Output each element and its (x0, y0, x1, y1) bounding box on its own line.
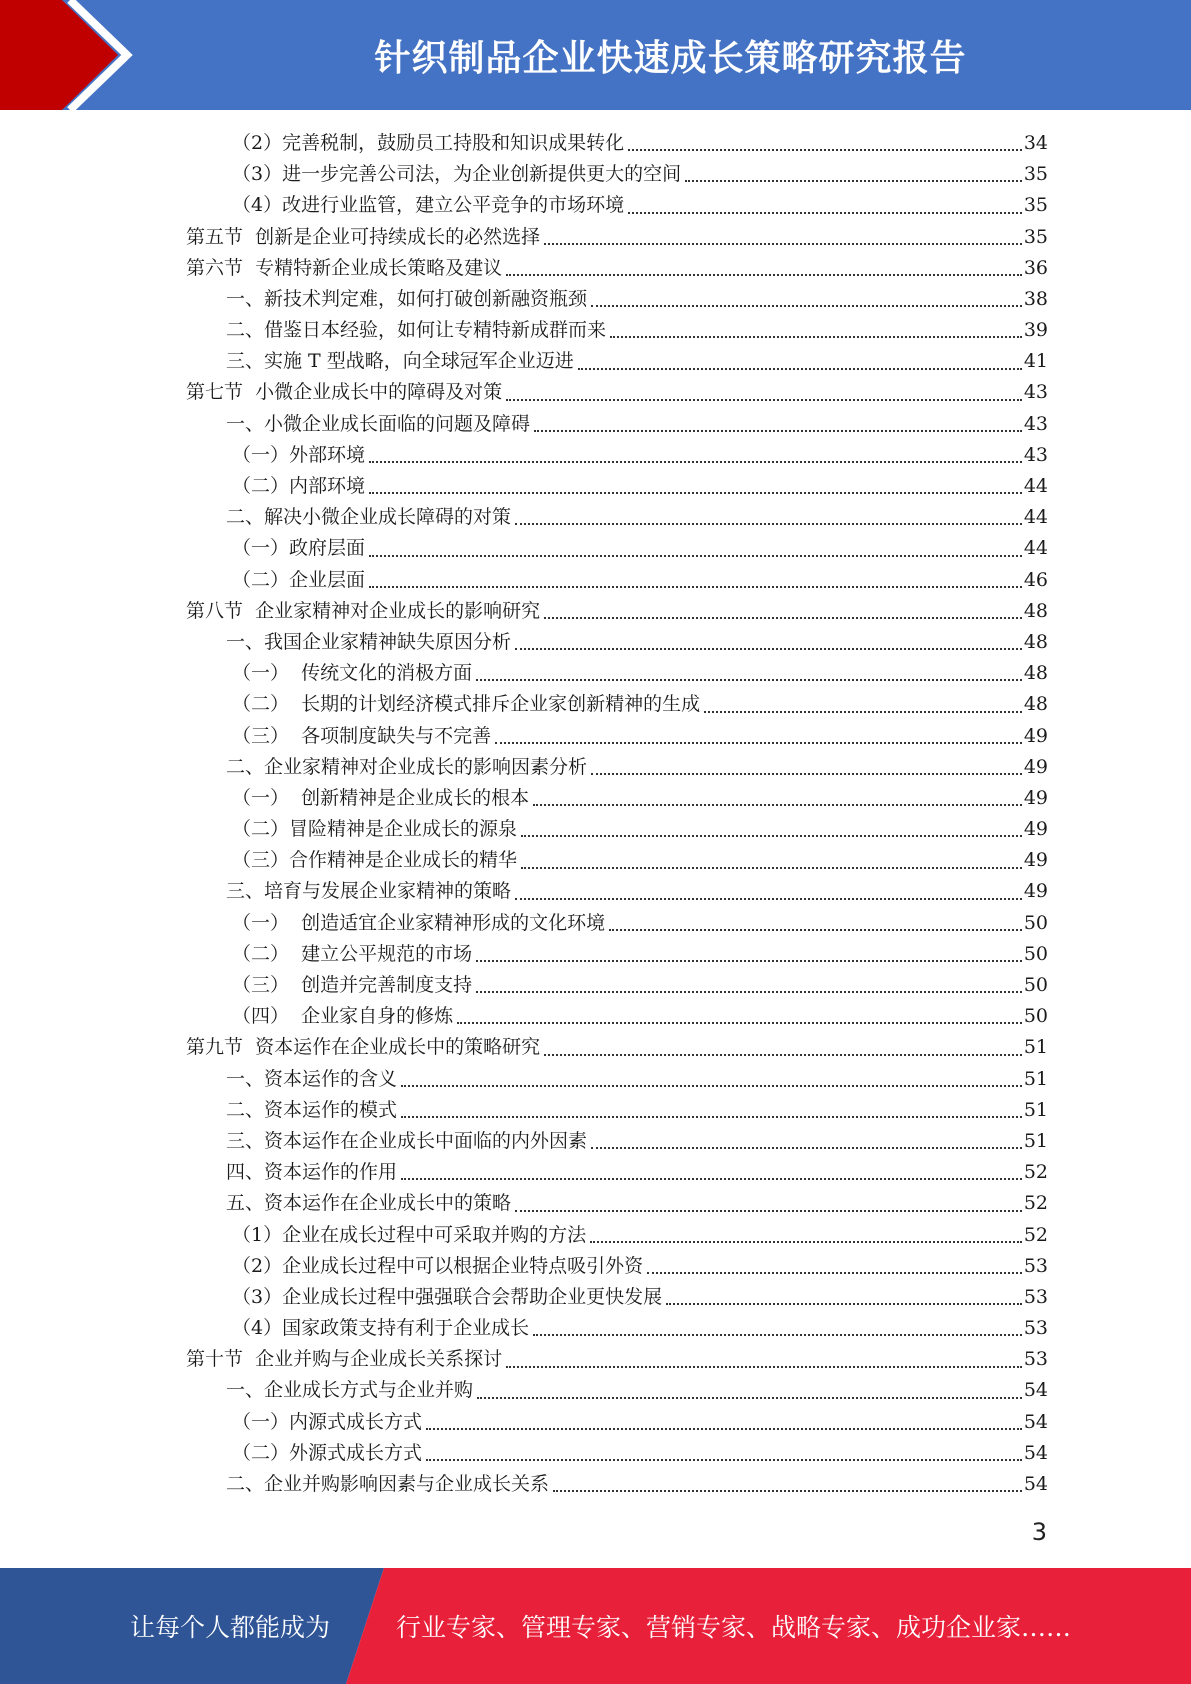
toc-dot-leader (533, 1334, 1022, 1336)
toc-entry[interactable] (186, 533, 1048, 564)
toc-entry-page: 48 (1023, 599, 1048, 622)
toc-entry-title: 五、资本运作在企业成长中的策略 (226, 1192, 512, 1215)
toc-entry-page: 43 (1023, 381, 1048, 404)
toc-entry[interactable] (186, 1001, 1048, 1032)
toc-entry[interactable] (186, 253, 1048, 284)
toc-entry-title: 二、资本运作的模式 (226, 1098, 398, 1121)
toc-entry-title: 第五节 创新是企业可持续成长的必然选择 (186, 225, 541, 248)
toc-entry-title: （三） 创造并完善制度支持 (232, 974, 473, 997)
toc-entry-page: 34 (1023, 131, 1048, 154)
toc-entry[interactable] (186, 1157, 1048, 1188)
toc-entry-title: 一、资本运作的含义 (226, 1067, 398, 1090)
toc-dot-leader (610, 336, 1022, 338)
toc-entry-title: （二）冒险精神是企业成长的源泉 (232, 818, 518, 841)
toc-entry[interactable] (186, 845, 1048, 876)
toc-entry-title: （2）完善税制，鼓励员工持股和知识成果转化 (232, 131, 625, 154)
toc-dot-leader (369, 555, 1022, 557)
page-number: 3 (1031, 1518, 1047, 1546)
toc-entry-page: 48 (1023, 662, 1048, 685)
toc-entry-title: （二）内部环境 (232, 475, 366, 498)
toc-entry-title: 第六节 专精特新企业成长策略及建议 (186, 256, 503, 279)
toc-entry-title: （4）改进行业监管，建立公平竞争的市场环境 (232, 194, 625, 217)
toc-entry-page: 53 (1023, 1317, 1048, 1340)
toc-entry-title: 第八节 企业家精神对企业成长的影响研究 (186, 599, 541, 622)
toc-dot-leader (628, 149, 1022, 151)
toc-entry-page: 36 (1023, 256, 1048, 279)
toc-dot-leader (426, 1428, 1022, 1430)
toc-dot-leader (506, 274, 1022, 276)
toc-entry-page: 54 (1023, 1379, 1048, 1402)
toc-entry[interactable] (186, 222, 1048, 253)
toc-entry-title: （三）合作精神是企业成长的精华 (232, 849, 518, 872)
toc-entry-title: （2）企业成长过程中可以根据企业特点吸引外资 (232, 1254, 644, 1277)
toc-dot-leader (544, 243, 1022, 245)
toc-entry-title: （三） 各项制度缺失与不完善 (232, 724, 492, 747)
toc-dot-leader (591, 305, 1022, 307)
toc-entry-title: 三、资本运作在企业成长中面临的内外因素 (226, 1129, 588, 1152)
toc-entry-page: 49 (1023, 786, 1048, 809)
toc-entry-title: （二） 长期的计划经济模式排斥企业家创新精神的生成 (232, 693, 701, 716)
toc-entry-title: （4）国家政策支持有利于企业成长 (232, 1317, 530, 1340)
footer-slogan-right: 行业专家、管理专家、营销专家、战略专家、成功企业家…… (396, 1613, 1072, 1642)
header-chevron-icon (0, 0, 160, 110)
toc-entry[interactable] (186, 1095, 1048, 1126)
toc-entry[interactable] (186, 877, 1048, 908)
toc-entry-page: 50 (1023, 1005, 1048, 1028)
toc-entry-page: 44 (1023, 537, 1048, 560)
toc-entry-title: （一） 创造适宜企业家精神形成的文化环境 (232, 911, 606, 934)
toc-entry-page: 52 (1023, 1223, 1048, 1246)
toc-entry-page: 43 (1023, 443, 1048, 466)
toc-dot-leader (590, 1241, 1022, 1243)
toc-entry[interactable] (186, 1220, 1048, 1251)
toc-entry-page: 38 (1023, 287, 1048, 310)
toc-dot-leader (369, 461, 1022, 463)
toc-entry[interactable] (186, 159, 1048, 190)
toc-dot-leader (591, 773, 1022, 775)
toc-entry-title: （二） 建立公平规范的市场 (232, 942, 473, 965)
toc-dot-leader (477, 1397, 1022, 1399)
toc-entry-page: 44 (1023, 475, 1048, 498)
toc-dot-leader (533, 804, 1022, 806)
toc-entry-page: 50 (1023, 942, 1048, 965)
toc-dot-leader (628, 212, 1022, 214)
toc-dot-leader (704, 711, 1022, 713)
toc-entry[interactable] (186, 346, 1048, 377)
toc-entry-page: 46 (1023, 568, 1048, 591)
toc-entry[interactable] (186, 596, 1048, 627)
toc-entry[interactable] (186, 658, 1048, 689)
toc-entry-page: 48 (1023, 630, 1048, 653)
toc-entry-page: 51 (1023, 1129, 1048, 1152)
toc-entry-page: 41 (1023, 350, 1048, 373)
toc-dot-leader (515, 898, 1022, 900)
toc-entry[interactable] (186, 689, 1048, 720)
toc-dot-leader (426, 1459, 1022, 1461)
toc-entry-page: 52 (1023, 1161, 1048, 1184)
toc-entry-page: 35 (1023, 163, 1048, 186)
toc-entry-title: 二、借鉴日本经验，如何让专精特新成群而来 (226, 319, 607, 342)
toc-entry-title: 三、实施 T 型战略，向全球冠军企业迈进 (226, 350, 574, 373)
toc-entry[interactable] (186, 1064, 1048, 1095)
toc-entry[interactable] (186, 502, 1048, 533)
toc-entry[interactable] (186, 1376, 1048, 1407)
toc-entry[interactable] (186, 1469, 1048, 1500)
toc-entry-page: 54 (1023, 1441, 1048, 1464)
toc-dot-leader (666, 1303, 1022, 1305)
toc-dot-leader (609, 929, 1022, 931)
toc-entry[interactable] (186, 1032, 1048, 1063)
toc-entry-title: 第十节 企业并购与企业成长关系探讨 (186, 1348, 503, 1371)
toc-entry[interactable] (186, 440, 1048, 471)
toc-entry-page: 49 (1023, 818, 1048, 841)
toc-entry[interactable] (186, 1344, 1048, 1375)
toc-entry-title: 二、企业家精神对企业成长的影响因素分析 (226, 755, 588, 778)
toc-dot-leader (521, 867, 1022, 869)
toc-entry[interactable] (186, 1313, 1048, 1344)
toc-entry-title: （一）外部环境 (232, 443, 366, 466)
toc-dot-leader (647, 1272, 1022, 1274)
toc-entry-page: 51 (1023, 1098, 1048, 1121)
toc-entry-title: 第九节 资本运作在企业成长中的策略研究 (186, 1036, 541, 1059)
toc-dot-leader (369, 492, 1022, 494)
toc-entry-title: （二）企业层面 (232, 568, 366, 591)
document-title: 针织制品企业快速成长策略研究报告 (374, 37, 967, 79)
footer-bar (0, 1568, 1191, 1684)
toc-entry-title: 一、我国企业家精神缺失原因分析 (226, 630, 512, 653)
toc-entry[interactable] (186, 471, 1048, 502)
toc-dot-leader (495, 742, 1022, 744)
toc-entry[interactable] (186, 1282, 1048, 1313)
toc-entry-title: 四、资本运作的作用 (226, 1161, 398, 1184)
toc-dot-leader (544, 617, 1022, 619)
toc-entry[interactable] (186, 970, 1048, 1001)
toc-dot-leader (401, 1116, 1022, 1118)
toc-entry[interactable] (186, 1407, 1048, 1438)
toc-entry-title: （一） 创新精神是企业成长的根本 (232, 786, 530, 809)
footer-slogan-left: 让每个人都能成为 (129, 1613, 330, 1642)
toc-entry-page: 35 (1023, 225, 1048, 248)
toc-dot-leader (534, 430, 1022, 432)
toc-entry-page: 53 (1023, 1348, 1048, 1371)
toc-entry[interactable] (186, 783, 1048, 814)
toc-entry[interactable] (186, 1251, 1048, 1282)
toc-entry-title: 一、企业成长方式与企业并购 (226, 1379, 474, 1402)
toc-dot-leader (476, 960, 1022, 962)
toc-entry-page: 53 (1023, 1254, 1048, 1277)
toc-entry-title: （3）进一步完善公司法，为企业创新提供更大的空间 (232, 163, 682, 186)
toc-entry-page: 52 (1023, 1192, 1048, 1215)
toc-entry-title: 二、企业并购影响因素与企业成长关系 (226, 1473, 550, 1496)
toc-entry-title: 三、培育与发展企业家精神的策略 (226, 880, 512, 903)
toc-entry-page: 53 (1023, 1285, 1048, 1308)
toc-entry-title: （3）企业成长过程中强强联合会帮助企业更快发展 (232, 1285, 663, 1308)
toc-entry-title: 二、解决小微企业成长障碍的对策 (226, 506, 512, 529)
toc-dot-leader (476, 679, 1022, 681)
toc-dot-leader (521, 835, 1022, 837)
toc-entry-page: 50 (1023, 911, 1048, 934)
toc-entry[interactable] (186, 284, 1048, 315)
toc-dot-leader (515, 523, 1022, 525)
toc-entry-page: 51 (1023, 1036, 1048, 1059)
toc-entry-page: 49 (1023, 849, 1048, 872)
toc-dot-leader (476, 991, 1022, 993)
toc-dot-leader (506, 399, 1022, 401)
table-of-contents (186, 128, 1048, 1500)
toc-dot-leader (515, 1210, 1022, 1212)
toc-entry-page: 54 (1023, 1473, 1048, 1496)
toc-entry[interactable] (186, 627, 1048, 658)
toc-entry-page: 54 (1023, 1410, 1048, 1433)
toc-entry-page: 51 (1023, 1067, 1048, 1090)
toc-entry-title: 一、新技术判定难，如何打破创新融资瓶颈 (226, 287, 588, 310)
toc-entry-page: 44 (1023, 506, 1048, 529)
toc-entry-page: 49 (1023, 755, 1048, 778)
toc-entry-page: 48 (1023, 693, 1048, 716)
toc-dot-leader (553, 1490, 1022, 1492)
toc-entry[interactable] (186, 378, 1048, 409)
toc-entry[interactable] (186, 190, 1048, 221)
toc-dot-leader (515, 648, 1022, 650)
toc-dot-leader (685, 180, 1022, 182)
toc-dot-leader (401, 1178, 1022, 1180)
toc-dot-leader (401, 1085, 1022, 1087)
header-bar (0, 0, 1191, 110)
toc-entry[interactable] (186, 721, 1048, 752)
toc-entry[interactable] (186, 565, 1048, 596)
toc-entry-title: （一）政府层面 (232, 537, 366, 560)
toc-entry[interactable] (186, 939, 1048, 970)
toc-entry[interactable] (186, 128, 1048, 159)
toc-entry-title: （1）企业在成长过程中可采取并购的方法 (232, 1223, 587, 1246)
toc-entry[interactable] (186, 1438, 1048, 1469)
toc-entry[interactable] (186, 409, 1048, 440)
toc-entry-page: 49 (1023, 880, 1048, 903)
toc-entry-title: 一、小微企业成长面临的问题及障碍 (226, 412, 531, 435)
toc-entry-page: 39 (1023, 319, 1048, 342)
toc-entry[interactable] (186, 315, 1048, 346)
toc-entry-page: 43 (1023, 412, 1048, 435)
toc-dot-leader (369, 586, 1022, 588)
toc-dot-leader (457, 1022, 1022, 1024)
toc-entry[interactable] (186, 1126, 1048, 1157)
toc-entry-page: 49 (1023, 724, 1048, 747)
toc-entry[interactable] (186, 752, 1048, 783)
toc-entry-title: 第七节 小微企业成长中的障碍及对策 (186, 381, 503, 404)
toc-entry-title: （一）内源式成长方式 (232, 1410, 423, 1433)
toc-dot-leader (591, 1147, 1022, 1149)
toc-dot-leader (544, 1054, 1022, 1056)
toc-entry[interactable] (186, 814, 1048, 845)
toc-entry[interactable] (186, 1188, 1048, 1219)
toc-entry-page: 50 (1023, 974, 1048, 997)
toc-entry-page: 35 (1023, 194, 1048, 217)
toc-entry-title: （二）外源式成长方式 (232, 1441, 423, 1464)
toc-entry-title: （一） 传统文化的消极方面 (232, 662, 473, 685)
toc-dot-leader (506, 1366, 1022, 1368)
toc-entry[interactable] (186, 908, 1048, 939)
toc-dot-leader (578, 368, 1022, 370)
toc-entry-title: （四） 企业家自身的修炼 (232, 1005, 454, 1028)
